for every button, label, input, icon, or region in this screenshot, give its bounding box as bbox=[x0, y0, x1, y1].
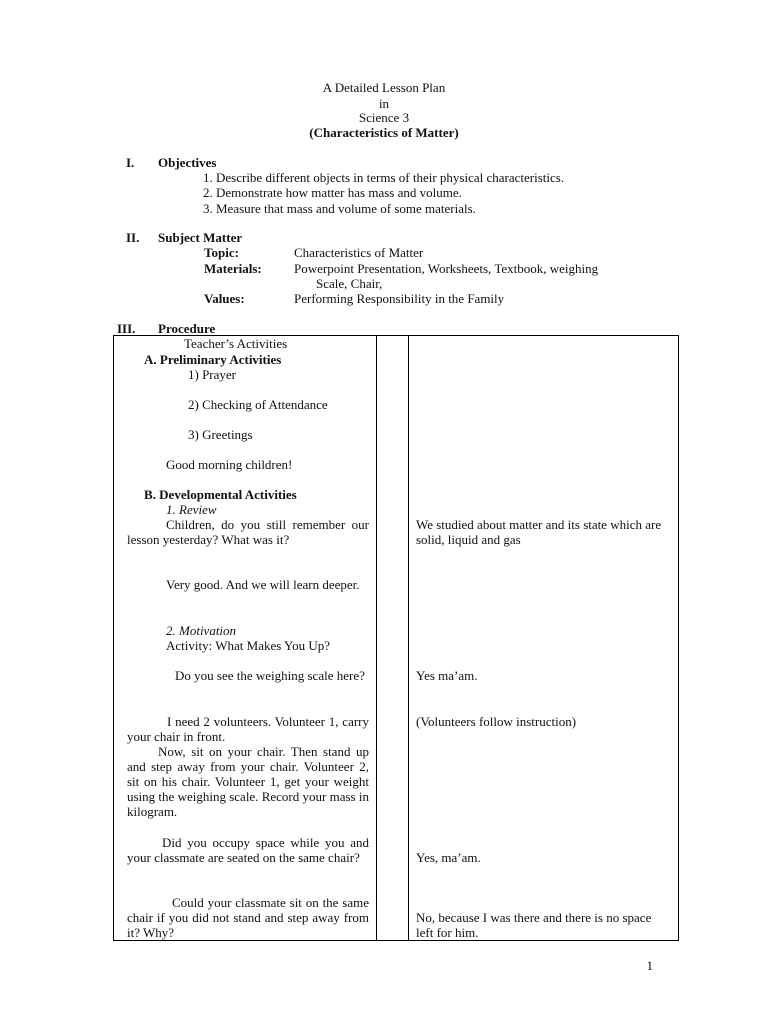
classmate-sit-answer: No, because I was there and there is no space left for him. bbox=[416, 910, 652, 940]
procedure-heading: Procedure bbox=[158, 321, 216, 336]
page-number: 1 bbox=[646, 958, 653, 973]
greeting-line: Good morning children! bbox=[166, 457, 293, 472]
classmate-sit-question: Could your classmate sit on the same chair if you did not stand and step away from it? Why? bbox=[127, 895, 369, 940]
occupy-space-answer: Yes, ma’am. bbox=[416, 850, 481, 865]
volunteers-instruction-1: I need 2 volunteers. Volunteer 1, carry your chair in front. bbox=[127, 714, 369, 744]
review-student-answer: We studied about matter and its state which are solid, liquid and gas bbox=[416, 517, 662, 547]
materials-label: Materials: bbox=[204, 261, 262, 276]
objectives-heading: Objectives bbox=[158, 155, 217, 170]
preliminary-activities-heading: A. Preliminary Activities bbox=[144, 352, 282, 367]
volunteers-answer: (Volunteers follow instruction) bbox=[416, 714, 577, 729]
procedure-table bbox=[113, 335, 679, 941]
materials-value-line-2: Scale, Chair, bbox=[316, 276, 383, 291]
very-good-text: Very good. And we will learn deeper. bbox=[166, 577, 360, 592]
review-label: 1. Review bbox=[166, 502, 217, 517]
objectives-numeral: I. bbox=[126, 155, 135, 170]
teacher-activities-header: Teacher’s Activities bbox=[184, 336, 288, 351]
subject-matter-numeral: II. bbox=[126, 230, 140, 245]
preliminary-item: 1) Prayer bbox=[188, 367, 237, 382]
occupy-space-question: Did you occupy space while you and your classmate are seated on the same chair? bbox=[127, 835, 369, 865]
title-line-1: A Detailed Lesson Plan bbox=[322, 80, 446, 95]
objective-item: 2. Demonstrate how matter has mass and volume. bbox=[203, 185, 462, 200]
title-line-3: Science 3 bbox=[358, 110, 410, 125]
review-teacher-text: Children, do you still remember our lesson yesterday? What was it? bbox=[127, 517, 369, 547]
column-divider bbox=[376, 336, 377, 940]
motivation-label: 2. Motivation bbox=[166, 623, 237, 638]
title-line-2: in bbox=[378, 96, 390, 111]
preliminary-item: 3) Greetings bbox=[188, 427, 253, 442]
values-label: Values: bbox=[204, 291, 245, 306]
column-divider bbox=[408, 336, 409, 940]
developmental-activities-heading: B. Developmental Activities bbox=[144, 487, 297, 502]
topic-label: Topic: bbox=[204, 245, 239, 260]
values-value: Performing Responsibility in the Family bbox=[294, 291, 505, 306]
title-line-4: (Characteristics of Matter) bbox=[309, 125, 459, 140]
weighing-scale-question: Do you see the weighing scale here? bbox=[175, 668, 365, 683]
preliminary-item: 2) Checking of Attendance bbox=[188, 397, 328, 412]
topic-value: Characteristics of Matter bbox=[294, 245, 424, 260]
objective-item: 1. Describe different objects in terms of their physical characteristics. bbox=[203, 170, 565, 185]
activity-line: Activity: What Makes You Up? bbox=[166, 638, 331, 653]
weighing-scale-answer: Yes ma’am. bbox=[416, 668, 478, 683]
materials-value-line-1: Powerpoint Presentation, Worksheets, Textbook, weighing bbox=[294, 261, 599, 276]
subject-matter-heading: Subject Matter bbox=[158, 230, 243, 245]
objective-item: 3. Measure that mass and volume of some materials. bbox=[203, 201, 476, 216]
procedure-numeral: III. bbox=[117, 321, 136, 336]
volunteers-instruction-2: Now, sit on your chair. Then stand up and step away from your chair. Volunteer 2, sit on his chair. Volunteer 1, get your weight using the weighing scale. Record your mass in kilogram. bbox=[127, 744, 369, 819]
